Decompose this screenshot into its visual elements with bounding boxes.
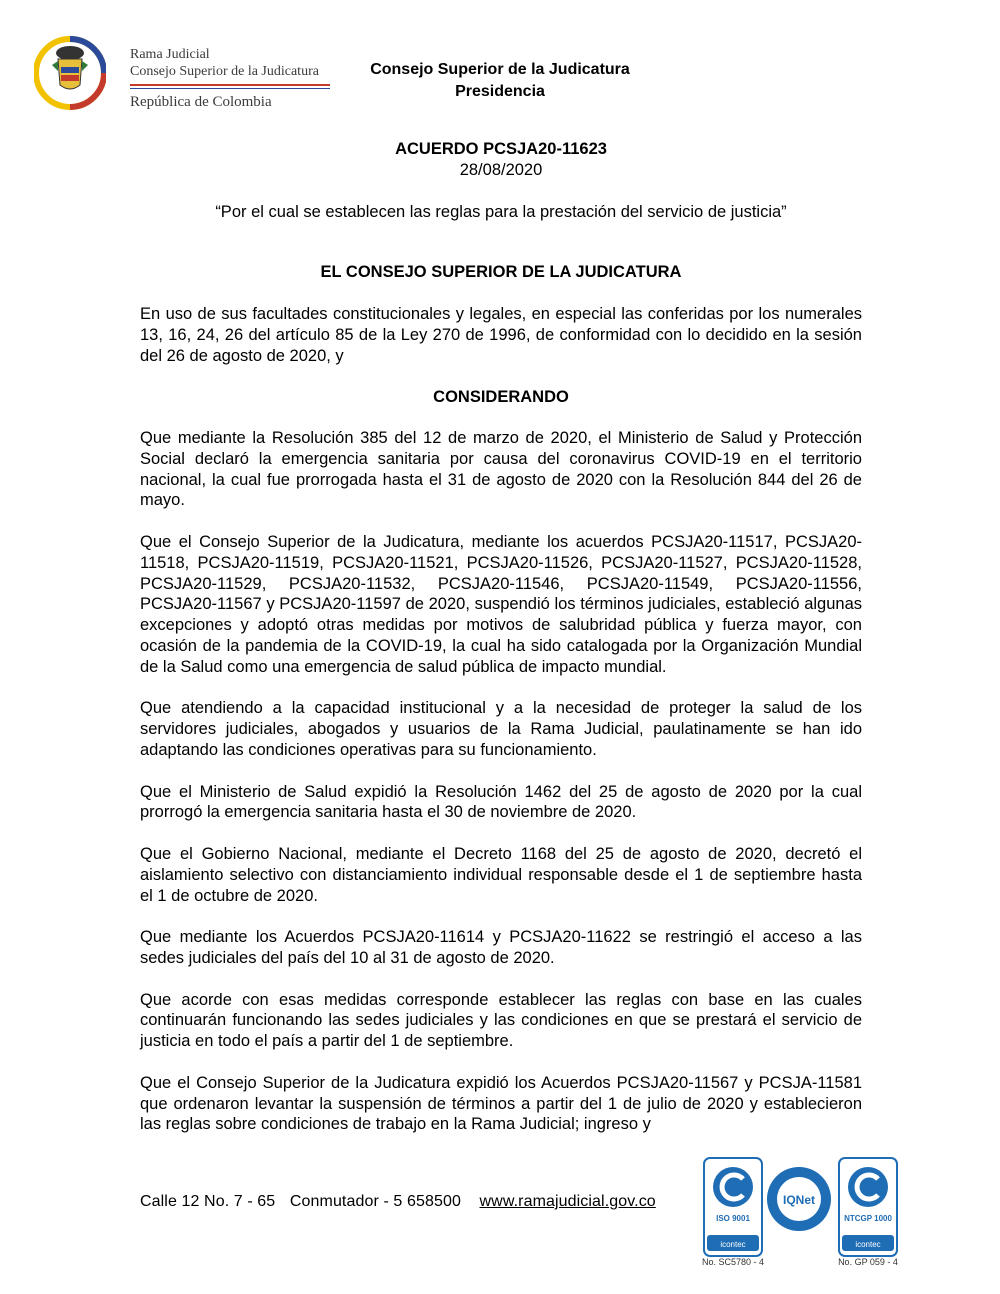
seal-brand: icontec bbox=[720, 1240, 746, 1249]
ntcgp-1000-number: No. GP 059 - 4 bbox=[838, 1257, 898, 1267]
footer-phone: Conmutador - 5 658500 bbox=[289, 1193, 461, 1210]
consideration-paragraph: Que el Consejo Superior de la Judicatura, mediante los acuerdos PCSJA20-11517, PCSJA20-11518, PCSJA20-11519, PCSJA20-11521, PCSJA20-11526, PCSJA20-11527, PCSJA20-11528, PCSJA20-11529, PCSJA20-11532, PCSJA20-11546, PCSJA20-11549, PCSJA20-11556, PCSJA20-11567 y PCSJA20-11597 de 2020, suspendió los términos judiciales, estableció algunas excepciones y adoptó otras medidas por motivos de salubridad pública y fuerza mayor, con ocasión de la pandemia de la COVID-19, la cual ha sido catalogada por la Organización Mundial de la Salud como una emergencia de salud pública de impacto mundial. bbox=[140, 532, 862, 676]
iso-9001-number: No. SC5780 - 4 bbox=[701, 1257, 765, 1267]
seal-label: NTCGP 1000 bbox=[844, 1214, 892, 1223]
agreement-date: 28/08/2020 bbox=[459, 161, 543, 179]
org-name: Consejo Superior de la Judicatura bbox=[370, 61, 630, 78]
footer-contact bbox=[140, 1193, 656, 1211]
consideration-paragraph: Que el Consejo Superior de la Judicatura expidió los Acuerdos PCSJA20-11567 y PCSJA-11581 que ordenaron levantar la suspensión de términos a partir del 1 de julio de 2020 y establecieron las reglas sobre condiciones de trabajo en la Rama Judicial; ingreso y bbox=[140, 1073, 862, 1134]
consideration-paragraph: Que mediante los Acuerdos PCSJA20-11614 y PCSJA20-11622 se restringió el acceso a las sedes judiciales del país del 10 al 31 de agosto de 2020. bbox=[140, 928, 862, 967]
seal-label: IQNet bbox=[782, 1193, 816, 1207]
consideration-paragraph: Que el Gobierno Nacional, mediante el Decreto 1168 del 25 de agosto de 2020, decretó el aislamiento selectivo con distanciamiento individual responsable desde el 1 de septiembre hasta el 1 de octubre de 2020. bbox=[140, 844, 862, 905]
brand-country: República de Colombia bbox=[130, 94, 272, 110]
agreement-subject: “Por el cual se establecen las reglas para la prestación del servicio de justicia” bbox=[215, 203, 787, 221]
consideration-paragraph: Que mediante la Resolución 385 del 12 de marzo de 2020, el Ministerio de Salud y Protección Social declaró la emergencia sanitaria por causa del coronavirus COVID-19 en el territorio nacional, la cual fue prorrogada hasta el 31 de agosto de 2020 con la Resolución 844 del 26 de mayo. bbox=[140, 429, 862, 510]
organization-heading bbox=[340, 59, 660, 103]
brand-name: Rama Judicial bbox=[130, 47, 210, 62]
issuer-heading: EL CONSEJO SUPERIOR DE LA JUDICATURA bbox=[320, 263, 682, 281]
intro-paragraph bbox=[140, 304, 862, 366]
ntcgp-1000-seal-icon bbox=[838, 1157, 898, 1257]
consideration-paragraph: Que el Ministerio de Salud expidió la Resolución 1462 del 25 de agosto de 2020 por la cual prorrogó la emergencia sanitaria hasta el 30 de noviembre de 2020. bbox=[140, 782, 862, 822]
colombia-coat-of-arms-logo bbox=[34, 31, 106, 115]
footer-address: Calle 12 No. 7 - 65 bbox=[140, 1193, 276, 1210]
footer-website-link[interactable]: www.ramajudicial.gov.co bbox=[479, 1193, 656, 1210]
org-unit: Presidencia bbox=[455, 83, 545, 100]
iqnet-seal-icon bbox=[764, 1157, 834, 1257]
consideration-paragraph: Que atendiendo a la capacidad institucional y a la necesidad de proteger la salud de los servidores judiciales, abogados y usuarios de la Rama Judicial, paulatinamente se han ido adaptando las condiciones operativas para su funcionamiento. bbox=[140, 699, 862, 759]
brand-subtitle: Consejo Superior de la Judicatura bbox=[130, 63, 330, 86]
iso-9001-seal-icon bbox=[703, 1157, 763, 1257]
consideration-paragraph: Que acorde con esas medidas corresponde establecer las reglas con base en las cuales continuarán funcionando las sedes judiciales y las condiciones en que se prestará el servicio de justicia en todo el país a partir del 1 de septiembre. bbox=[140, 990, 862, 1051]
considerations-body bbox=[140, 428, 862, 1135]
considerando-heading: CONSIDERANDO bbox=[433, 388, 569, 406]
intro-text: En uso de sus facultades constitucionales y legales, en especial las conferidas por los numerales 13, 16, 24, 26 del artículo 85 de la Ley 270 de 1996, de conformidad con lo decidido en la sesión del 26 de agosto de 2020, y bbox=[140, 305, 862, 365]
seal-brand: icontec bbox=[855, 1240, 881, 1249]
brand-block bbox=[130, 46, 330, 111]
seal-label: ISO 9001 bbox=[716, 1214, 750, 1223]
agreement-number: ACUERDO PCSJA20-11623 bbox=[395, 140, 607, 158]
